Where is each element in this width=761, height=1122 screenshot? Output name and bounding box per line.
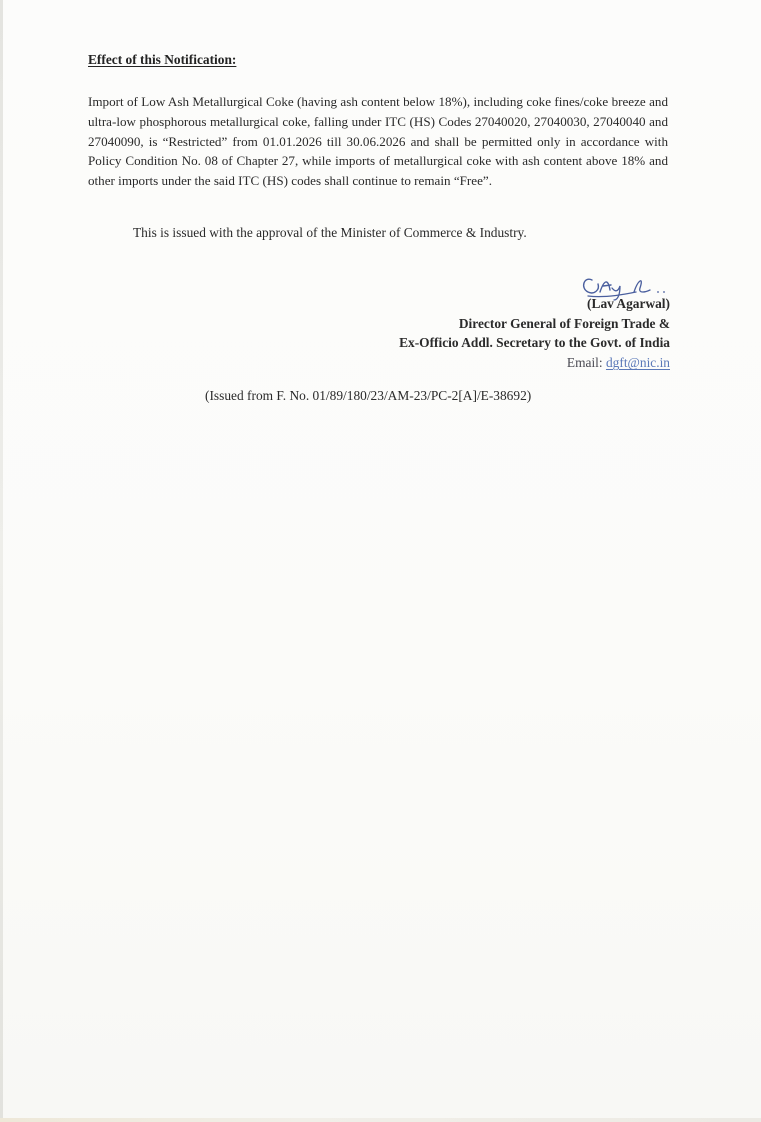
- signatory-secretary-title: Ex-Officio Addl. Secretary to the Govt. of India: [399, 335, 670, 351]
- file-reference: (Issued from F. No. 01/89/180/23/AM-23/PC-2[A]/E-38692): [205, 388, 532, 403]
- signatory-designation: Director General of Foreign Trade &: [458, 315, 670, 331]
- email-label: Email:: [566, 355, 606, 371]
- signatory-name: (Lav Agarwal): [587, 296, 670, 311]
- approval-statement: This is issued with the approval of the Minister of Commerce & Industry.: [133, 225, 527, 240]
- scan-edge-bottom: [0, 1118, 761, 1122]
- section-heading: Effect of this Notification:: [88, 52, 237, 67]
- signatory-email-line: [399, 353, 670, 373]
- notification-effect-paragraph: Import of Low Ash Metallurgical Coke (having ash content below 18%), including coke fines/coke breeze and ultra-low phosphorous metallurgical coke, falling under ITC (HS) Codes 27040020, 27040030, 27040040 and 27040090, is “Restricted” from 01.01.2026 till 30.06.2026 and shall be permitted only in accordance with Policy Condition No. 08 of Chapter 27, while imports of metallurgical coke with ash content above 18% and other imports under the said ITC (HS) codes shall continue to remain “Free”.: [88, 94, 668, 189]
- scan-edge-left: [0, 0, 3, 1122]
- signatory-block: [399, 294, 670, 373]
- email-link[interactable]: dgft@nic.in: [605, 355, 670, 371]
